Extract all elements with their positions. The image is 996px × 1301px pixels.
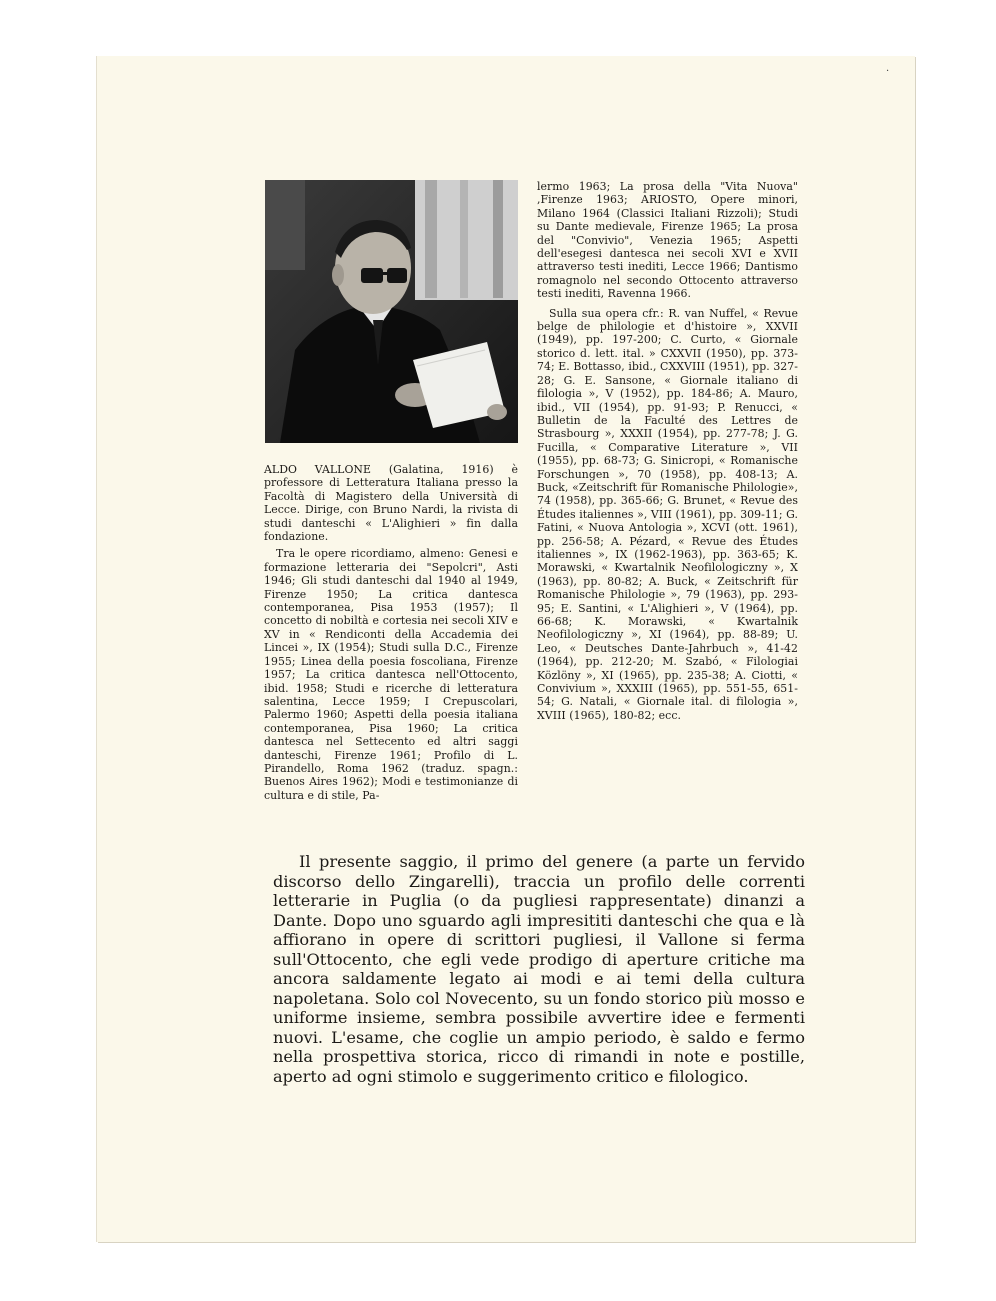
book-summary: Il presente saggio, il primo del genere (a parte un fervido discorso dello Zingarelli), traccia un profilo delle correnti letterarie in Puglia (o da pugliesi rappresentate) dinanzi a Dante. Dopo uno sguardo agli impresititi danteschi che qua e là affiorano in opere di scrittori pugliesi, il Vallone si ferma sull'Ottocento, che egli vede prodigo di aperture critiche ma ancora saldamente legato ai modi e ai temi della cultura napoletana. Solo col Novecento, su un fondo storico più mosso e uniforme insieme, sembra possibile avvertire idee e fermenti nuovi. L'esame, che coglie un ampio periodo, è saldo e fermo nella prospettiva storica, ricco di rimandi in note e postille, aperto ad ogni stimolo e suggerimento critico e filologico. (273, 852, 805, 1086)
criticism-bibliography: Sulla sua opera cfr.: R. van Nuffel, « Revue belge de philologie et d'histoire », XXVII (1949), pp. 197-200; C. Curto, « Giornale storico d. lett. ital. » CXXVII (1950), pp. 373-74; E. Bottasso, ibid., CXXVIII (1951), pp. 327-28; G. E. Sansone, « Giornale italiano di filologia », V (1952), pp. 184-86; A. Mauro, ibid., VII (1954), pp. 91-93; P. Renucci, « Bulletin de la Faculté des Lettres de Strasbourg », XXXII (1954), pp. 277-78; J. G. Fucilla, « Comparative Literature », VII (1955), pp. 68-73; G. Sinicropi, « Romanische Forschungen », 70 (1958), pp. 408-13; A. Buck, «Zeitschrift für Romanische Philologie», 74 (1958), pp. 365-66; G. Brunet, « Revue des Études italiennes », VIII (1961), pp. 309-11; G. Fatini, « Nuova Antologia », XCVI (ott. 1961), pp. 256-58; A. Pézard, « Revue des Études italiennes », IX (1962-1963), pp. 363-65; K. Morawski, « Kwartalnik Neofilologiczny », X (1963), pp. 80-82; A. Buck, « Zeitschrift für Romanische Philologie », 79 (1963), pp. 293-95; E. Santini, « L'Alighieri », V (1964), pp. 66-68; K. Morawski, « Kwartalnik Neofilologiczny », XI (1964), pp. 88-89; U. Leo, « Deutsches Dante-Jahrbuch », 41-42 (1964), pp. 212-20; M. Szabó, « Filologiai Közlöny », XI (1965), pp. 235-38; A. Ciotti, « Convivium », XXXIII (1965), pp. 551-55, 651-54; G. Natali, « Giornale ital. di filologia », XVIII (1965), 180-82; ecc. (537, 306, 798, 722)
corner-mark: · (886, 66, 890, 77)
works-list-paragraph: Tra le opere ricordiamo, almeno: Genesi e formazione letteraria dei "Sepolcri", Asti 1946; Gli studi danteschi dal 1940 al 1949, Firenze 1950; La critica dantesca contemporanea, Pisa 1953 (1957); Il concetto di nobiltà e cortesia nei secoli XIV e XV in « Rendiconti della Accademia dei Lincei », IX (1954); Studi sulla D.C., Firenze 1955; Linea della poesia foscoliana, Firenze 1957; La critica dantesca nell'Ottocento, ibid. 1958; Studi e ricerche di letteratura salentina, Lecce 1959; I Crepuscolari, Palermo 1960; Aspetti della poesia italiana contemporanea, Pisa 1960; La critica dantesca nel Settecento ed altri saggi danteschi, Firenze 1961; Profilo di L. Pirandello, Roma 1962 (traduz. spagn.: Buenos Aires 1962); Modi e testimonianze di cultura e di stile, Pa- (264, 547, 518, 802)
bio-intro-paragraph: ALDO VALLONE (Galatina, 1916) è professore di Letteratura Italiana presso la Facoltà di Magistero della Università di Lecce. Dirige, con Bruno Nardi, la rivista di studi danteschi « L'Alighieri » fin dalla fondazione. (264, 463, 518, 544)
bio-column-right (537, 180, 798, 722)
works-list-continued: lermo 1963; La prosa della "Vita Nuova" ,Firenze 1963; ARIOSTO, Opere minori, Milano 1964 (Classici Italiani Rizzoli); Studi su Dante medievale, Firenze 1965; La prosa del "Convivio", Venezia 1965; Aspetti dell'esegesi dantesca nei secoli XVI e XVII attraverso testi inediti, Lecce 1966; Dantismo romagnolo nel secondo Ottocento attraverso testi inediti, Ravenna 1966. (537, 180, 798, 301)
author-portrait (265, 180, 518, 443)
bio-column-left (264, 463, 518, 802)
